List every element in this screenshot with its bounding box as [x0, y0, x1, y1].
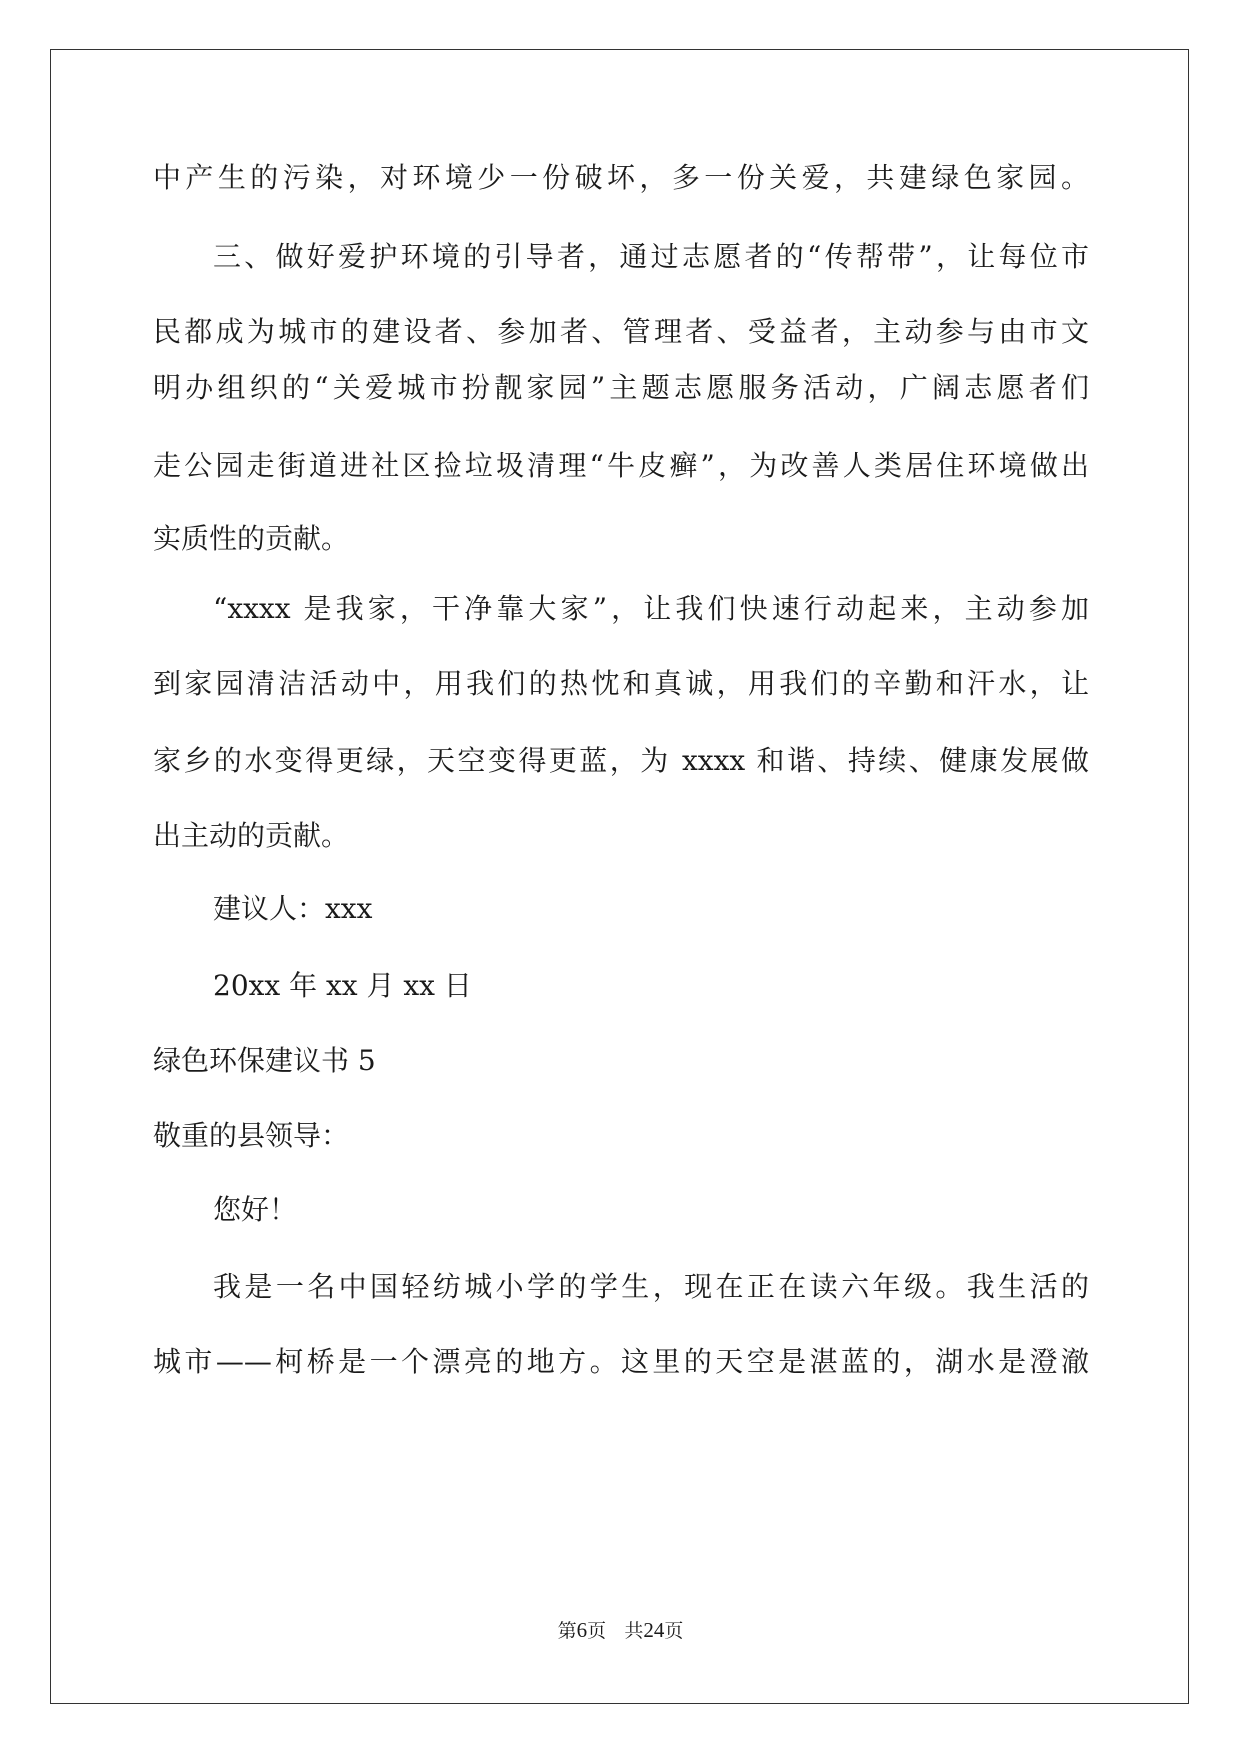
page-footer	[0, 1618, 1241, 1643]
text-line: 实质性的贡献。	[153, 522, 350, 555]
footer-prefix: 第	[557, 1620, 577, 1642]
text-line: 民都成为城市的建设者、参加者、管理者、受益者，主动参与由市文	[153, 315, 1089, 348]
footer-page-number: 6	[576, 1618, 588, 1642]
signer-line: 建议人：xxx	[213, 892, 373, 925]
text-line: 出主动的贡献。	[153, 819, 350, 852]
footer-total-suffix: 页	[664, 1620, 684, 1642]
text-line: 中产生的污染，对环境少一份破坏，多一份关爱，共建绿色家园。	[153, 161, 1089, 194]
footer-total-pages: 24	[643, 1618, 665, 1642]
salutation: 敬重的县领导：	[153, 1119, 350, 1152]
date-line: 20xx 年 xx 月 xx 日	[213, 969, 472, 1002]
text-line: 三、做好爱护环境的引导者，通过志愿者的“传帮带”，让每位市	[213, 240, 1089, 273]
text-line: “xxxx 是我家，干净靠大家”，让我们快速行动起来，主动参加	[213, 592, 1089, 625]
footer-total-prefix: 共	[624, 1620, 644, 1642]
text-line: 我是一名中国轻纺城小学的学生，现在正在读六年级。我生活的	[213, 1270, 1089, 1303]
footer-page-suffix: 页	[587, 1620, 607, 1642]
section-title: 绿色环保建议书 5	[153, 1044, 376, 1077]
greeting: 您好！	[213, 1193, 298, 1226]
text-line: 家乡的水变得更绿，天空变得更蓝，为 xxxx 和谐、持续、健康发展做	[153, 744, 1089, 777]
text-line: 明办组织的“关爱城市扮靓家园”主题志愿服务活动，广阔志愿者们	[153, 371, 1089, 404]
text-line: 城市——柯桥是一个漂亮的地方。这里的天空是湛蓝的，湖水是澄澈	[153, 1345, 1089, 1378]
text-line: 走公园走街道进社区捡垃圾清理“牛皮癣”，为改善人类居住环境做出	[153, 449, 1089, 482]
text-line: 到家园清洁活动中，用我们的热忱和真诚，用我们的辛勤和汗水，让	[153, 667, 1089, 700]
page-frame	[50, 49, 1189, 1704]
